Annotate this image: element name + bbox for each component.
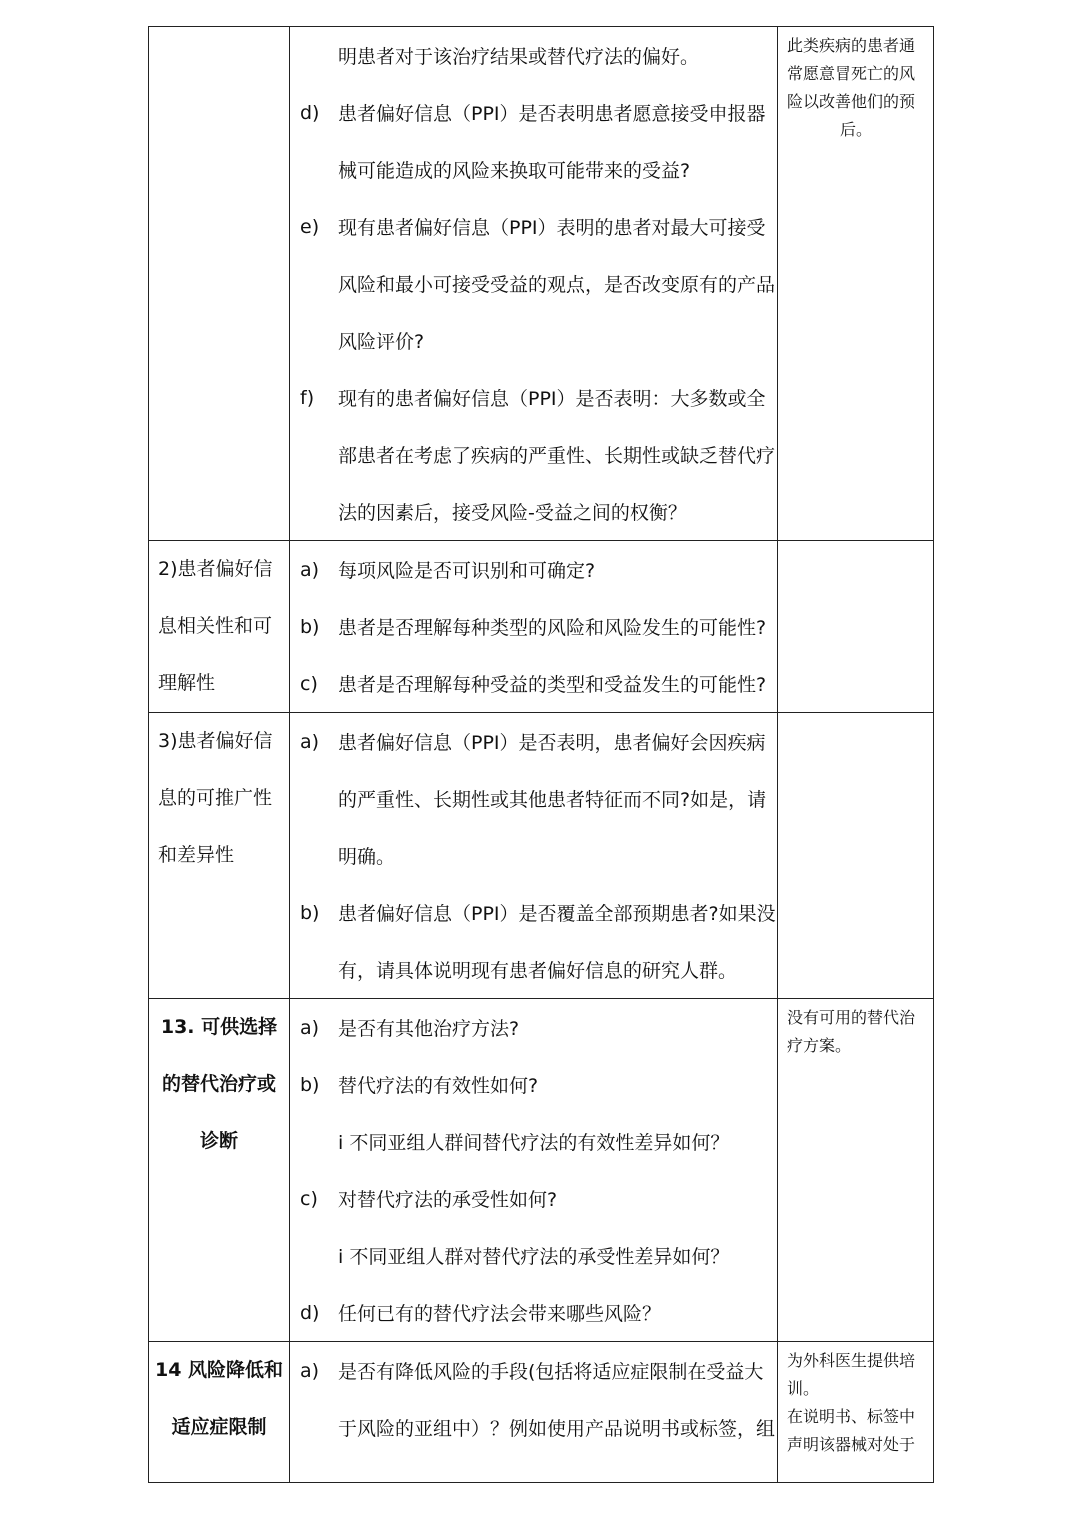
note-text: 为外科医生提供培 训。 在说明书、标签中 声明该器械对处于 (787, 1351, 916, 1454)
row-label-cell (149, 713, 290, 999)
question-line: 法的因素后，接受风险-受益之间的权衡？ (338, 502, 687, 524)
row-label-cell (149, 541, 290, 713)
question-line: b) 替代疗法的有效性如何? (300, 1073, 539, 1097)
row-questions-cell (290, 1342, 778, 1483)
question-line: f) 现有的患者偏好信息（PPI）是否表明：大多数或全 (300, 386, 766, 410)
row-label: 14 风险降低和适应症限制 (154, 1359, 284, 1438)
criteria-table (148, 26, 934, 1483)
row-note-cell (778, 541, 934, 713)
row-label: 3)患者偏好信息的可推广性和差异性 (158, 730, 273, 866)
row-label-cell (149, 1342, 290, 1483)
row-label-cell (149, 27, 290, 541)
note-text: 没有可用的替代治 疗方案。 (787, 1008, 916, 1055)
question-line: 风险评价? (338, 331, 425, 353)
table-row (149, 713, 934, 999)
row-questions-cell (290, 541, 778, 713)
question-line: b) 患者偏好信息（PPI）是否覆盖全部预期患者?如果没 (300, 901, 776, 925)
question-line: i 不同亚组人群间替代疗法的有效性差异如何？ (338, 1132, 730, 1154)
question-line: d) 患者偏好信息（PPI）是否表明患者愿意接受申报器 (300, 101, 766, 125)
question-line: 于风险的亚组中）？例如使用产品说明书或标签，组 (338, 1418, 776, 1440)
row-questions-cell (290, 27, 778, 541)
row-note-cell (778, 27, 934, 541)
question-line: 明患者对于该治疗结果或替代疗法的偏好。 (338, 46, 700, 68)
question-line: a) 是否有降低风险的手段(包括将适应症限制在受益大 (300, 1359, 764, 1383)
table-row (149, 541, 934, 713)
table-row (149, 1342, 934, 1483)
question-line: c) 患者是否理解每种受益的类型和受益发生的可能性? (300, 672, 767, 696)
question-line: 明确。 (338, 846, 396, 868)
row-label-cell (149, 999, 290, 1342)
question-line: 有，请具体说明现有患者偏好信息的研究人群。 (338, 960, 738, 982)
question-line: a) 是否有其他治疗方法? (300, 1016, 520, 1040)
question-line: b) 患者是否理解每种类型的风险和风险发生的可能性? (300, 615, 767, 639)
row-questions-cell (290, 713, 778, 999)
question-line: 部患者在考虑了疾病的严重性、长期性或缺乏替代疗 (338, 445, 776, 467)
question-line: a) 每项风险是否可识别和可确定? (300, 558, 596, 582)
question-line: 械可能造成的风险来换取可能带来的受益? (338, 160, 691, 182)
row-note-cell (778, 713, 934, 999)
question-line: i 不同亚组人群对替代疗法的承受性差异如何？ (338, 1246, 730, 1268)
question-line: d) 任何已有的替代疗法会带来哪些风险？ (300, 1301, 662, 1325)
row-label: 2)患者偏好信息相关性和可理解性 (158, 558, 273, 694)
row-note-cell (778, 1342, 934, 1483)
question-line: c) 对替代疗法的承受性如何? (300, 1187, 558, 1211)
table-row (149, 27, 934, 541)
question-line: a) 患者偏好信息（PPI）是否表明，患者偏好会因疾病 (300, 730, 766, 754)
question-line: e) 现有患者偏好信息（PPI）表明的患者对最大可接受 (300, 215, 766, 239)
table-row (149, 999, 934, 1342)
row-label: 13. 可供选择的替代治疗或诊断 (160, 1016, 278, 1152)
note-text: 此类疾病的患者通 常愿意冒死亡的风 险以改善他们的预 后。 (787, 36, 916, 139)
row-questions-cell (290, 999, 778, 1342)
question-line: 的严重性、长期性或其他患者特征而不同?如是，请 (338, 789, 767, 811)
question-line: 风险和最小可接受受益的观点，是否改变原有的产品 (338, 274, 776, 296)
row-note-cell (778, 999, 934, 1342)
